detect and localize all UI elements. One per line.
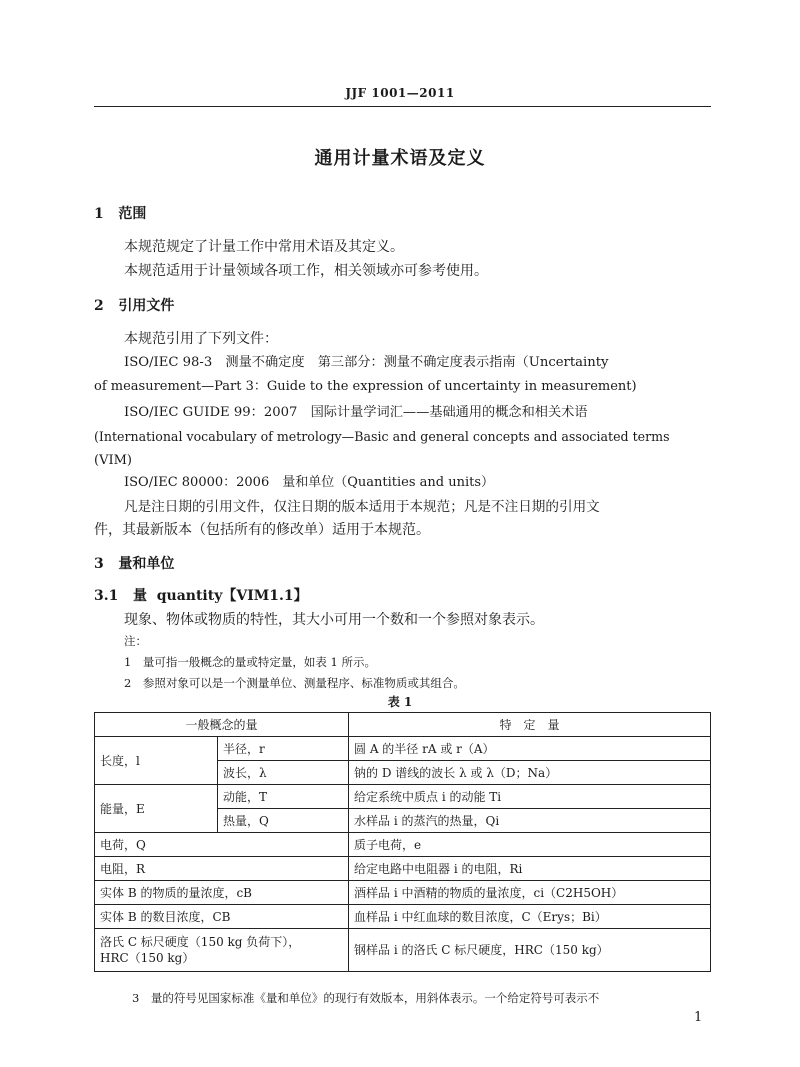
term-english: quantity【VIM1.1】 [156, 588, 308, 604]
page-title: 通用计量术语及定义 [314, 148, 486, 169]
section-title: 范围 [118, 206, 147, 222]
table-row [95, 857, 711, 881]
footnote: 3 量的符号见国家标准《量和单位》的现行有效版本，用斜体表示。一个给定符号可表示不 [132, 991, 600, 1005]
reference-line: ISO/IEC 80000：2006 量和单位（Quantities and units） [124, 475, 495, 490]
reference-line: ISO/IEC 98-3 测量不确定度 第三部分：测量不确定度表示指南（Uncertainty [124, 355, 609, 370]
specific-quantity-cell: 钢样品 i 的洛氏 C 标尺硬度，HRC（150 kg） [349, 929, 711, 972]
quantities-table [94, 712, 711, 972]
table-row [95, 881, 711, 905]
column-header-general: 一般概念的量 [95, 713, 349, 737]
table-row [95, 833, 711, 857]
reference-line: ISO/IEC GUIDE 99：2007 国际计量学词汇——基础通用的概念和相关术语 [124, 405, 588, 420]
section-number: 1 [94, 206, 104, 222]
paragraph: 件，其最新版本（包括所有的修改单）适用于本规范。 [94, 522, 430, 538]
general-quantity-cell: 电阻，R [95, 857, 349, 881]
specific-quantity-cell: 给定系统中质点 i 的动能 Ti [349, 785, 711, 809]
column-header-specific: 特 定 量 [349, 713, 711, 737]
general-quantity-cell: 实体 B 的数目浓度，CB [95, 905, 349, 929]
section-2-heading [94, 297, 174, 315]
specific-quantity-cell: 给定电路中电阻器 i 的电阻，Ri [349, 857, 711, 881]
general-quantity-cell [95, 929, 349, 972]
reference-line: (VIM) [94, 453, 132, 468]
general-quantity-cell: 实体 B 的物质的量浓度，cB [95, 881, 349, 905]
group-cell-energy: 能量，E [95, 785, 218, 833]
reference-line: (International vocabulary of metrology—Basic and general concepts and associated terms [94, 429, 670, 444]
table-row [95, 785, 711, 809]
header-rule [94, 106, 711, 107]
document-code-header: JJF 1001—2011 [345, 86, 455, 100]
group-cell-length: 长度，l [95, 737, 218, 785]
section-title: 量和单位 [118, 556, 175, 572]
specific-quantity-cell: 钠的 D 谱线的波长 λ 或 λ（D；Na） [349, 761, 711, 785]
sub-quantity-cell: 热量，Q [218, 809, 349, 833]
table-row [95, 929, 711, 972]
general-quantity-cell: 电荷，Q [95, 833, 349, 857]
note-item: 2 参照对象可以是一个测量单位、测量程序、标准物质或其组合。 [124, 676, 465, 690]
table-caption: 表 1 [387, 695, 413, 709]
sub-quantity-cell: 动能，T [218, 785, 349, 809]
section-number: 2 [94, 298, 104, 314]
subsection-number: 3.1 [94, 588, 119, 604]
paragraph: 本规范引用了下列文件： [124, 331, 278, 347]
sub-quantity-cell: 波长，λ [218, 761, 349, 785]
subsection-heading [94, 587, 308, 605]
specific-quantity-cell: 酒样品 i 中酒精的物质的量浓度，ci（C2H5OH） [349, 881, 711, 905]
section-number: 3 [94, 556, 104, 572]
section-3-heading [94, 555, 174, 573]
paragraph: 本规范适用于计量领域各项工作，相关领域亦可参考使用。 [124, 263, 488, 279]
sub-quantity-cell: 半径，r [218, 737, 349, 761]
specific-quantity-cell: 质子电荷，e [349, 833, 711, 857]
table-row [95, 905, 711, 929]
reference-line: of measurement—Part 3：Guide to the expression of uncertainty in measurement) [94, 379, 637, 394]
section-title: 引用文件 [118, 298, 175, 314]
section-1-heading [94, 205, 146, 223]
paragraph: 本规范规定了计量工作中常用术语及其定义。 [124, 239, 404, 255]
note-item: 1 量可指一般概念的量或特定量，如表 1 所示。 [124, 655, 376, 669]
specific-quantity-cell: 圆 A 的半径 rA 或 r（A） [349, 737, 711, 761]
paragraph: 凡是注日期的引用文件，仅注日期的版本适用于本规范；凡是不注日期的引用文 [124, 499, 600, 515]
table-row [95, 737, 711, 761]
page-number: 1 [694, 1010, 703, 1025]
specific-quantity-cell: 水样品 i 的蒸汽的热量，Qi [349, 809, 711, 833]
cell-line: HRC（150 kg） [100, 951, 195, 965]
specific-quantity-cell: 血样品 i 中红血球的数目浓度，C（Erys；Bi） [349, 905, 711, 929]
definition: 现象、物体或物质的特性，其大小可用一个数和一个参照对象表示。 [124, 612, 544, 628]
cell-line: 洛氏 C 标尺硬度（150 kg 负荷下）， [100, 935, 301, 949]
table-header-row [95, 713, 711, 737]
term: 量 [132, 588, 147, 604]
note-label: 注： [124, 634, 147, 648]
